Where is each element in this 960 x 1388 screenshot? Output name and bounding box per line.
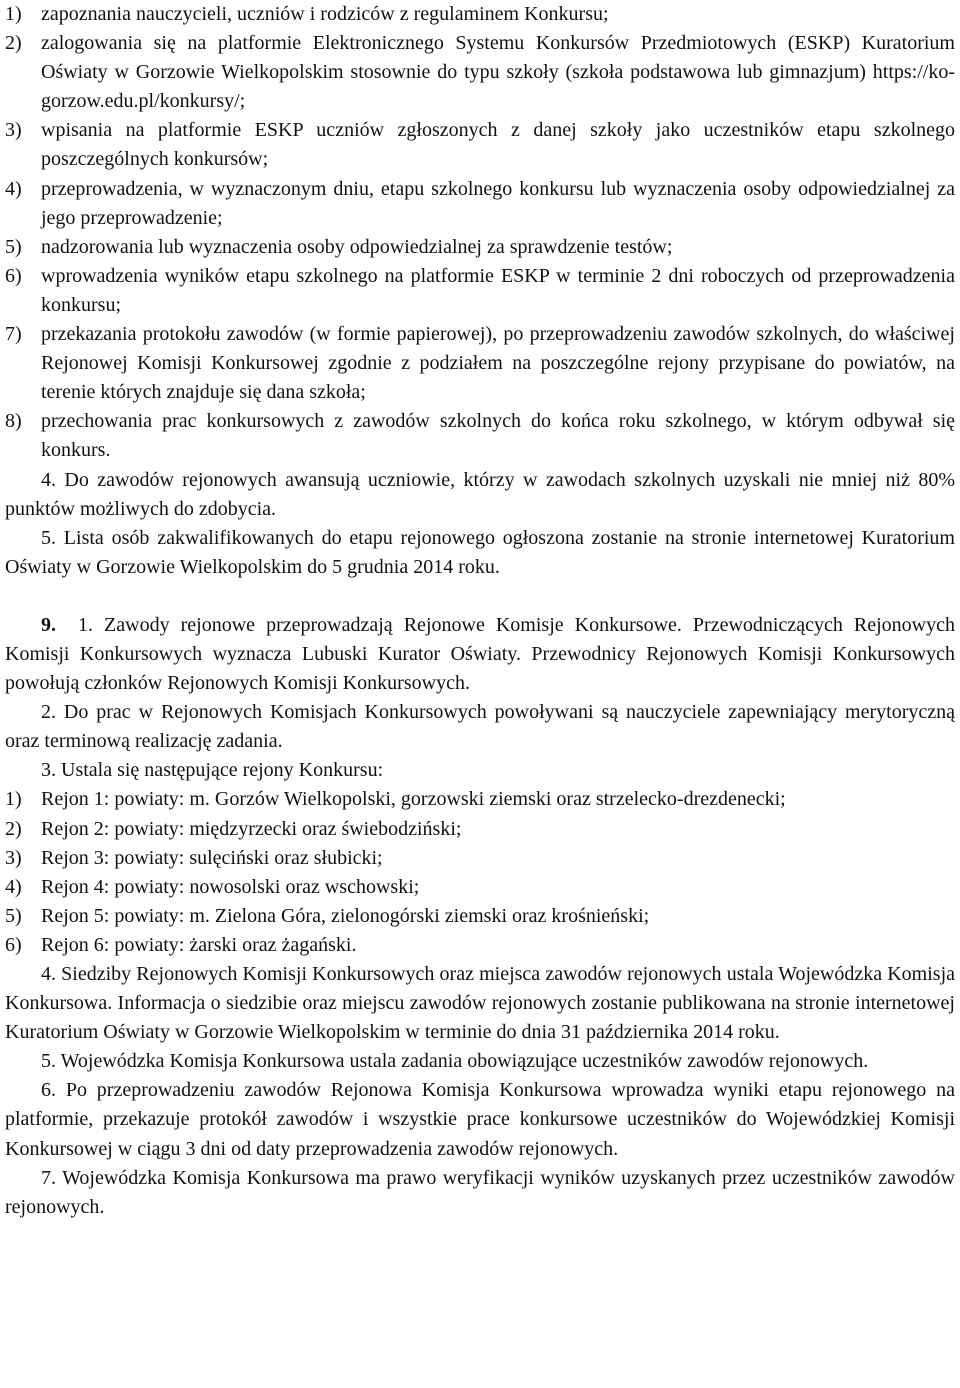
section-number: 9. bbox=[41, 613, 56, 636]
list-item-text: Rejon 3: powiaty: sulęciński oraz słubicki; bbox=[41, 846, 383, 869]
list-item-text: Rejon 2: powiaty: międzyrzecki oraz świebodziński; bbox=[41, 817, 462, 840]
section-9-paragraph-1 bbox=[5, 611, 955, 698]
list-item-number: 4) bbox=[5, 875, 22, 898]
list-item-text: Rejon 1: powiaty: m. Gorzów Wielkopolski, gorzowski ziemski oraz strzelecko-drezdenecki; bbox=[41, 788, 786, 811]
list-item-number: 1) bbox=[5, 788, 22, 811]
region-item bbox=[5, 815, 955, 844]
list-item-text: wprowadzenia wyników etapu szkolnego na platformie ESKP w terminie 2 dni roboczych od przeprowadzenia konkursu; bbox=[41, 264, 955, 316]
region-item bbox=[5, 844, 955, 873]
region-item bbox=[5, 873, 955, 902]
section-9-paragraph-5: 5. Wojewódzka Komisja Konkursowa ustala zadania obowiązujące uczestników zawodów rejonowych. bbox=[41, 1050, 869, 1073]
section-gap bbox=[5, 582, 955, 611]
list-item-text: wpisania na platformie ESKP uczniów zgłoszonych z danej szkoły jako uczestników etapu szkolnego poszczególnych konkursów; bbox=[41, 119, 955, 171]
paragraph-5: 5. Lista osób zakwalifikowanych do etapu rejonowego ogłoszona zostanie na stronie internetowej Kuratorium Oświaty w Gorzowie Wielkopolskim do 5 grudnia 2014 roku. bbox=[5, 526, 955, 578]
list-item-text: Rejon 5: powiaty: m. Zielona Góra, zielonogórski ziemski oraz krośnieński; bbox=[41, 904, 650, 927]
regions-list bbox=[5, 785, 955, 960]
list-item-text: zalogowania się na platformie Elektronicznego Systemu Konkursów Przedmiotowych (ESKP) Kuratorium Oświaty w Gorzowie Wielkopolskim stosownie do typu szkoły (szkoła podstawowa lub gimnazjum) https://ko-gorzow.edu.pl/konkursy/; bbox=[41, 32, 955, 113]
region-item bbox=[5, 902, 955, 931]
list-item bbox=[5, 29, 955, 116]
list-item-number: 5) bbox=[5, 235, 22, 258]
list-item-text: przechowania prac konkursowych z zawodów szkolnych do końca roku szkolnego, w którym odbywał się konkurs. bbox=[41, 410, 955, 462]
duties-list bbox=[5, 0, 955, 466]
list-item-text: Rejon 4: powiaty: nowosolski oraz wschowski; bbox=[41, 875, 420, 898]
list-item-number: 2) bbox=[5, 817, 22, 840]
list-item-number: 6) bbox=[5, 264, 22, 287]
list-item-text: Rejon 6: powiaty: żarski oraz żagański. bbox=[41, 933, 357, 956]
list-item-text: zapoznania nauczycieli, uczniów i rodziców z regulaminem Konkursu; bbox=[41, 3, 609, 25]
section-9-paragraph-3: 3. Ustala się następujące rejony Konkursu: bbox=[41, 759, 384, 782]
section-9-paragraph-2: 2. Do prac w Rejonowych Komisjach Konkursowych powoływani są nauczyciele zapewniający merytoryczną oraz terminową realizację zadania. bbox=[5, 701, 955, 753]
list-item-text: przeprowadzenia, w wyznaczonym dniu, etapu szkolnego konkursu lub wyznaczenia osoby odpowiedzialnej za jego przeprowadzenie; bbox=[41, 177, 955, 229]
section-9-paragraph-1-text: 1. Zawody rejonowe przeprowadzają Rejonowe Komisje Konkursowe. Przewodniczących Rejonowych Komisji Konkursowych wyznacza Lubuski Kurator Oświaty. Przewodnicy Rejonowych Komisji Konkursowych powołują członków Rejonowych Komisji Konkursowych. bbox=[5, 613, 955, 695]
region-item bbox=[5, 931, 955, 960]
paragraph-4: 4. Do zawodów rejonowych awansują uczniowie, którzy w zawodach szkolnych uzyskali nie mniej niż 80% punktów możliwych do zdobycia. bbox=[5, 468, 955, 520]
section-9-paragraph-4: 4. Siedziby Rejonowych Komisji Konkursowych oraz miejsca zawodów rejonowych ustala Wojewódzka Komisja Konkursowa. Informacja o siedzibie oraz miejscu zawodów rejonowych zostanie publikowana na stronie internetowej Kuratorium Oświaty w Gorzowie Wielkopolskim w terminie do dnia 31 października 2014 roku. bbox=[5, 963, 955, 1044]
list-item bbox=[5, 116, 955, 174]
list-item-number: 1) bbox=[5, 3, 22, 25]
region-item bbox=[5, 785, 955, 814]
list-item bbox=[5, 233, 955, 262]
list-item bbox=[5, 262, 955, 320]
list-item bbox=[5, 175, 955, 233]
list-item-number: 4) bbox=[5, 177, 22, 200]
list-item-number: 3) bbox=[5, 846, 22, 869]
list-item bbox=[5, 320, 955, 407]
list-item-text: nadzorowania lub wyznaczenia osoby odpowiedzialnej za sprawdzenie testów; bbox=[41, 235, 673, 258]
list-item-number: 3) bbox=[5, 119, 22, 142]
list-item bbox=[5, 0, 955, 29]
list-item-number: 6) bbox=[5, 933, 22, 956]
document-page bbox=[5, 0, 955, 1222]
list-item-number: 5) bbox=[5, 904, 22, 927]
list-item-number: 7) bbox=[5, 323, 22, 346]
section-9-paragraph-6: 6. Po przeprowadzeniu zawodów Rejonowa Komisja Konkursowa wprowadza wyniki etapu rejonowego na platformie, przekazuje protokół zawodów i wszystkie prace konkursowe uczestników do Wojewódzkiej Komisji Konkursowej w ciągu 3 dni od daty przeprowadzenia zawodów rejonowych. bbox=[5, 1079, 955, 1160]
list-item bbox=[5, 407, 955, 465]
section-9-paragraph-7: 7. Wojewódzka Komisja Konkursowa ma prawo weryfikacji wyników uzyskanych przez uczestników zawodów rejonowych. bbox=[5, 1166, 955, 1218]
list-item-text: przekazania protokołu zawodów (w formie papierowej), po przeprowadzeniu zawodów szkolnych, do właściwej Rejonowej Komisji Konkursowej zgodnie z podziałem na poszczególne rejony przypisane do powiatów, na terenie których znajduje się dana szkoła; bbox=[41, 323, 955, 404]
list-item-number: 8) bbox=[5, 410, 22, 433]
list-item-number: 2) bbox=[5, 32, 22, 55]
